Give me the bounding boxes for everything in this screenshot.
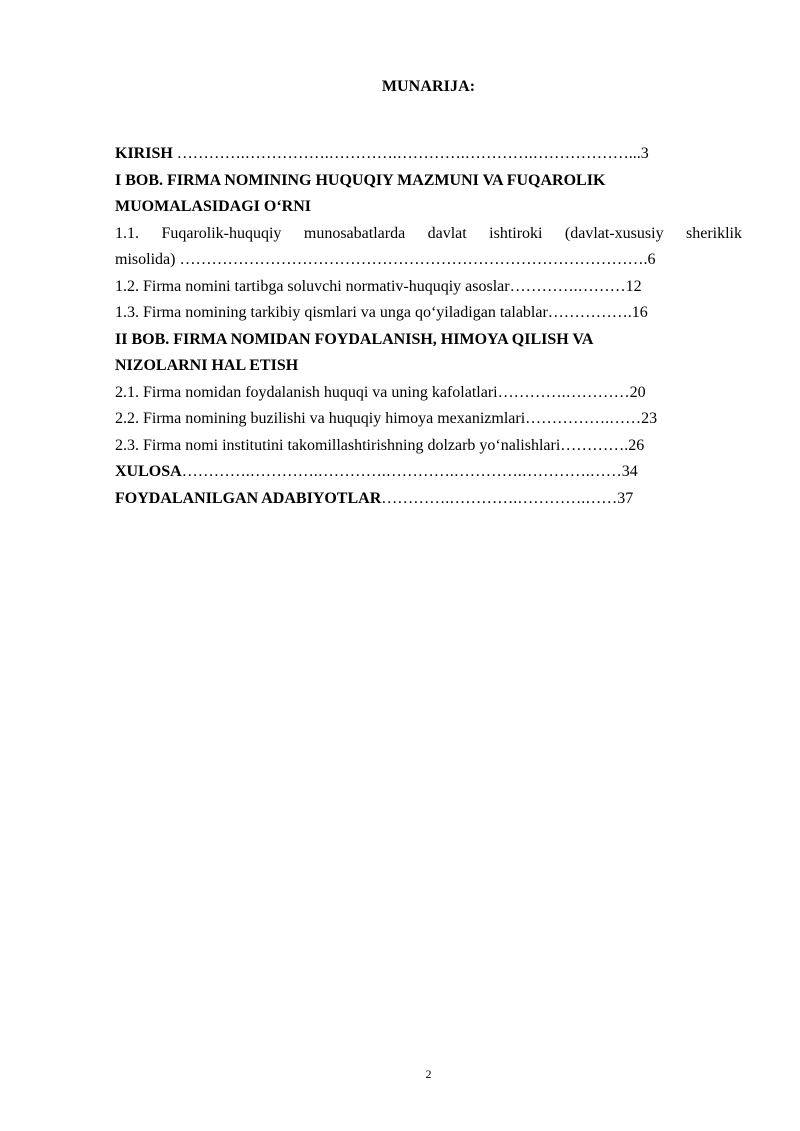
toc-entry-2-3 — [115, 433, 742, 460]
toc-entry-leader: …………. — [560, 436, 629, 454]
toc-entry-page: 37 — [617, 489, 634, 507]
toc-chapter-1-line-2: MUOMALASIDAGI O‘RNI — [115, 198, 311, 215]
toc-entry-page: 6 — [647, 251, 656, 268]
toc-entry-label: KIRISH — [115, 145, 173, 162]
toc-entry-label: XULOSA — [115, 463, 182, 480]
toc-entry-page: 26 — [628, 436, 645, 454]
toc-entry-leader: ………….……… — [509, 277, 626, 295]
toc-entry-label: FOYDALANILGAN ADABIYOTLAR — [115, 489, 382, 507]
toc-entry-1-3 — [115, 300, 742, 327]
page-number: 2 — [425, 1067, 432, 1081]
toc-chapter-1-line-1: I BOB. FIRMA NOMINING HUQUQIY MAZMUNI VA FUQAROLIK — [115, 171, 606, 189]
toc-entry-1-1-line-1: 1.1. Fuqarolik-huquqiy munosabatlarda davlat ishtiroki (davlat-xususiy sheriklik — [115, 224, 742, 242]
toc-entry-leader: …………….…… — [525, 410, 642, 427]
table-of-contents — [115, 141, 742, 512]
toc-entry-kirish — [115, 141, 742, 168]
toc-entry-1-1-line-2 — [115, 247, 742, 274]
toc-entry-xulosa — [115, 459, 742, 486]
page-title: MUNARIJA: — [381, 78, 476, 95]
toc-entry-leader: ………….………….………….…… — [381, 489, 618, 507]
toc-entry-page: 23 — [641, 410, 658, 427]
toc-entry-page: 3 — [640, 145, 649, 162]
toc-entry-label: 2.2. Firma nomining buzilishi va huquqiy himoya mexanizmlari — [115, 410, 526, 427]
toc-entry-leader: ………….………… — [497, 383, 630, 401]
toc-entry-label: 2.1. Firma nomidan foydalanish huquqi va uning kafolatlari — [115, 383, 498, 401]
toc-chapter-2-line-1: II BOB. FIRMA NOMIDAN FOYDALANISH, HIMOYA QILISH VA — [115, 330, 594, 348]
toc-entry-page: 12 — [625, 277, 642, 295]
toc-entry-page: 34 — [621, 463, 638, 480]
toc-entry-label: misolida) ……………………………………………………………………………. — [115, 251, 648, 268]
toc-entry-label: 1.3. Firma nomining tarkibiy qismlari va unga qo‘yiladigan talablar — [115, 304, 548, 321]
toc-entry-leader: ………….………….………….………….………….………….…… — [181, 463, 622, 480]
toc-entry-2-2 — [115, 406, 742, 433]
toc-entry-adabiyotlar — [115, 486, 742, 513]
toc-entry-page: 20 — [629, 383, 646, 401]
toc-entry-label: 1.2. Firma nomini tartibga soluvchi normativ-huquqiy asoslar — [115, 277, 510, 295]
toc-entry-2-1 — [115, 380, 742, 407]
toc-entry-leader: ……………. — [547, 304, 632, 321]
toc-entry-1-2 — [115, 274, 742, 301]
toc-chapter-2-line-2: NIZOLARNI HAL ETISH — [115, 357, 299, 374]
toc-entry-leader: ………….…………….………….………….………….………………... — [172, 145, 641, 162]
toc-entry-label: 2.3. Firma nomi institutini takomillashtirishning dolzarb yo‘nalishlari — [115, 436, 561, 454]
toc-entry-page: 16 — [631, 304, 648, 321]
